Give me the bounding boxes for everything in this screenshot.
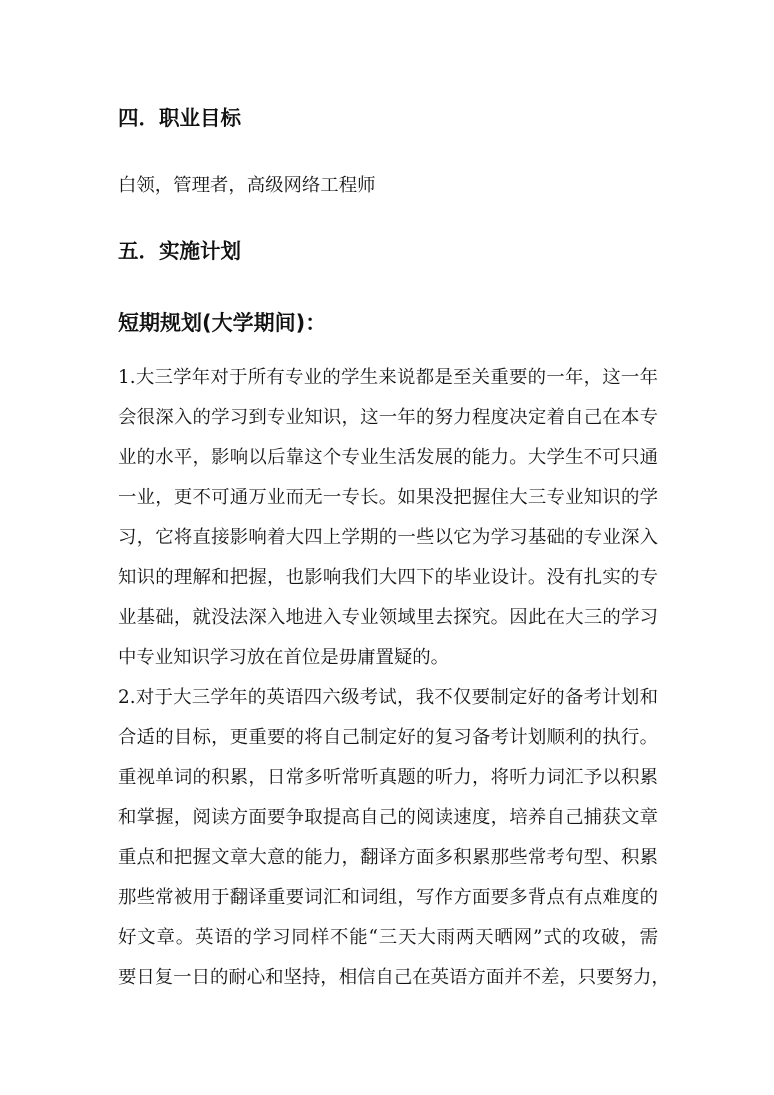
career-goal-text: 白领，管理者，高级网络工程师 (118, 175, 376, 196)
section-heading-career-goal: 四．职业目标 (118, 106, 241, 130)
section-heading-implementation-plan: 五．实施计划 (118, 239, 241, 263)
paragraph-line: 合适的目标，更重要的将自己制定好的复习备考计划顺利的执行。 (118, 727, 658, 748)
paragraph-line: 会很深入的学习到专业知识，这一年的努力程度决定着自己在本专 (118, 407, 658, 428)
paragraph-line: 重点和把握文章大意的能力，翻译方面多积累那些常考句型、积累 (118, 847, 658, 868)
paragraph-line: 一业，更不可通万业而无一专长。如果没把握住大三专业知识的学 (118, 487, 658, 508)
paragraph-line: 中专业知识学习放在首位是毋庸置疑的。 (118, 647, 450, 668)
paragraph-line: 业的水平，影响以后靠这个专业生活发展的能力。大学生不可只通 (118, 447, 658, 468)
paragraph-line: 1.大三学年对于所有专业的学生来说都是至关重要的一年，这一年 (118, 367, 658, 388)
paragraph-line: 要日复一日的耐心和坚持，相信自己在英语方面并不差，只要努力， (118, 967, 670, 988)
paragraph-line: 知识的理解和把握，也影响我们大四下的毕业设计。没有扎实的专 (118, 567, 658, 588)
paragraph-line: 那些常被用于翻译重要词汇和词组，写作方面要多背点有点难度的 (118, 887, 658, 908)
short-term-plan-heading: 短期规划(大学期间)： (118, 311, 327, 335)
paragraph-line: 业基础，就没法深入地进入专业领域里去探究。因此在大三的学习 (118, 607, 658, 628)
paragraph-major-study (118, 358, 658, 678)
paragraph-line: 重视单词的积累，日常多听常听真题的听力，将听力词汇予以积累 (118, 767, 658, 788)
paragraph-line: 好文章。英语的学习同样不能“三天大雨两天晒网”式的攻破，需 (118, 927, 658, 948)
plan-body-text (118, 358, 670, 998)
paragraph-line: 和掌握，阅读方面要争取提高自己的阅读速度，培养自己捕获文章 (118, 807, 658, 828)
paragraph-english-exam (118, 678, 670, 998)
paragraph-line: 习，它将直接影响着大四上学期的一些以它为学习基础的专业深入 (118, 527, 658, 548)
paragraph-line: 2.对于大三学年的英语四六级考试，我不仅要制定好的备考计划和 (118, 687, 658, 708)
